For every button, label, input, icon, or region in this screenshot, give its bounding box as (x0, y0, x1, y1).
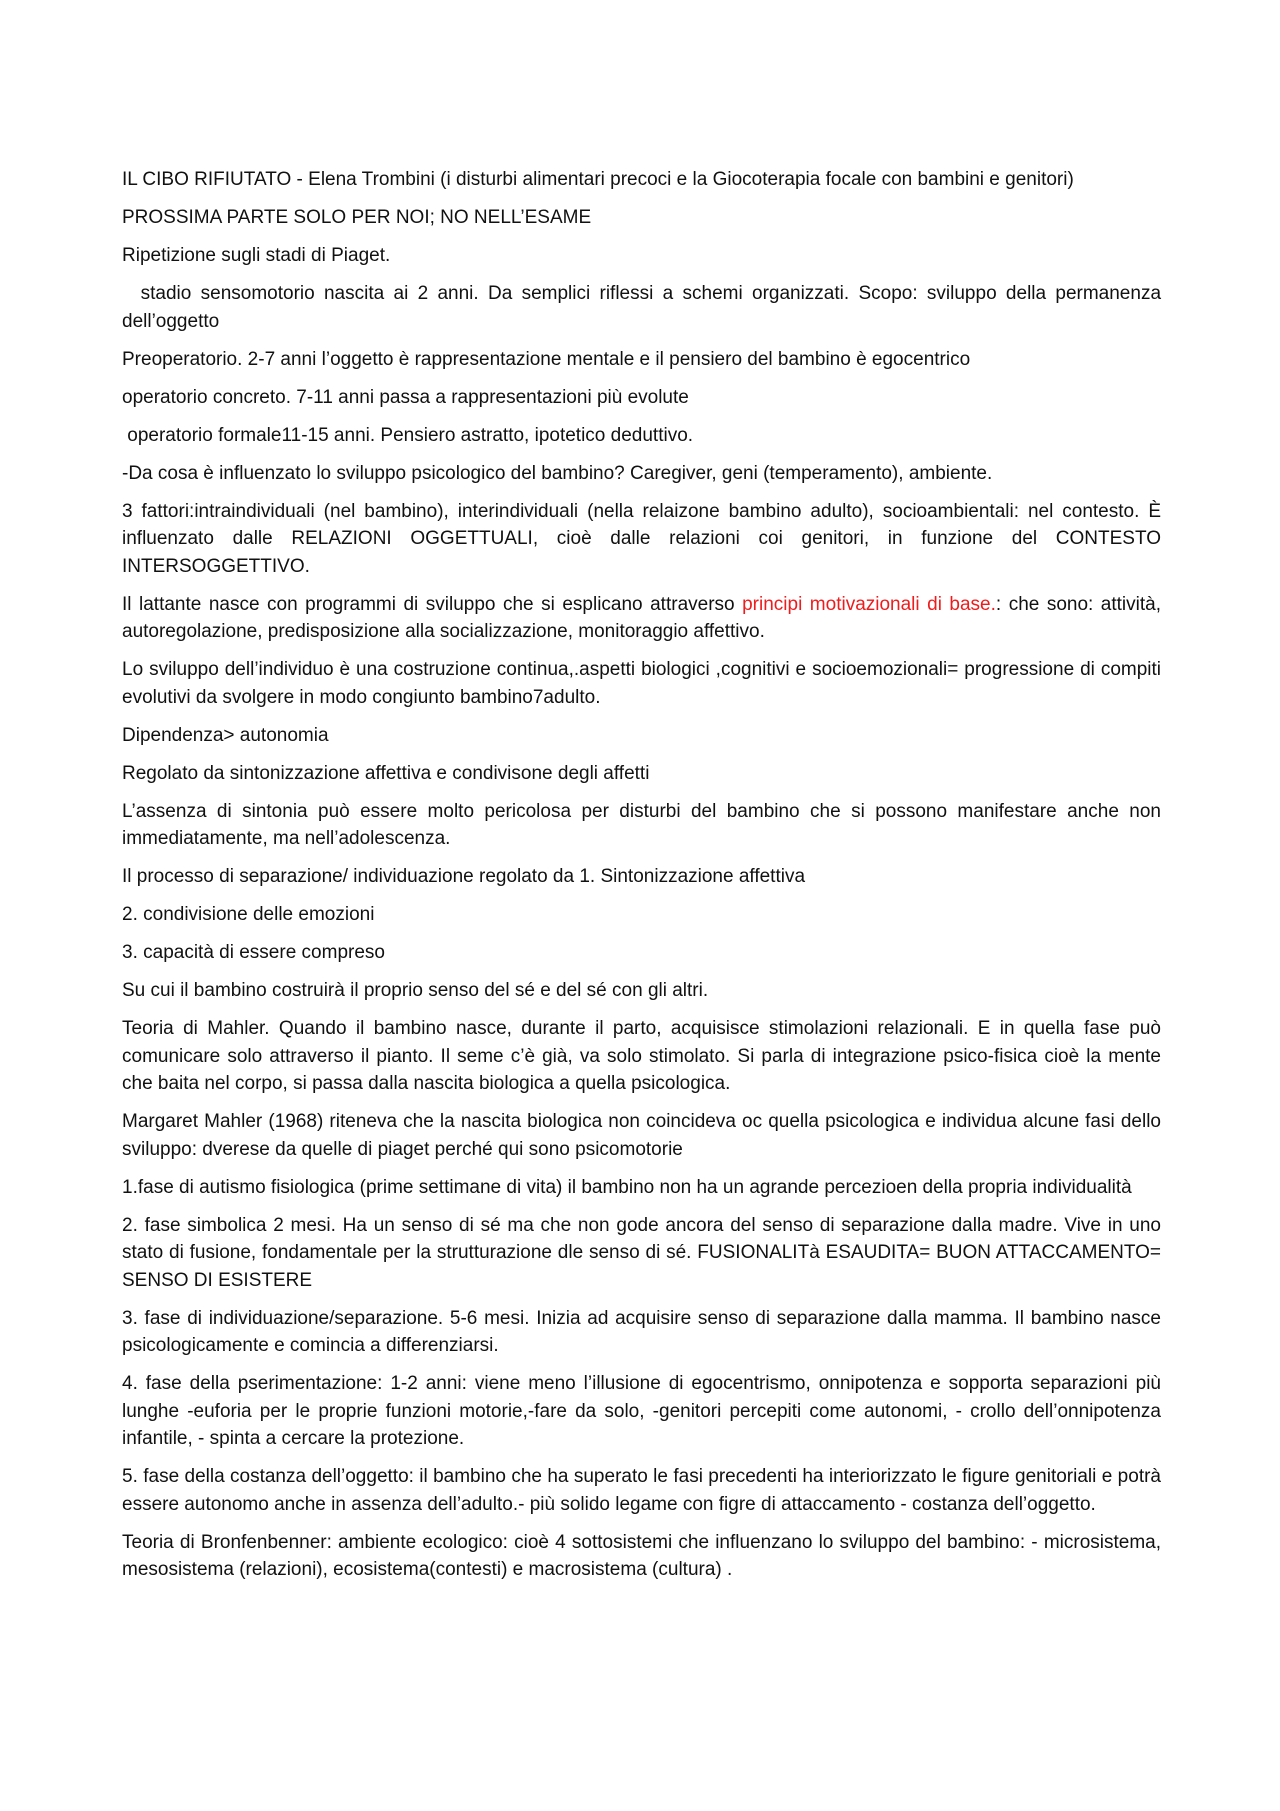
paragraph-bronfenbenner: Teoria di Bronfenbenner: ambiente ecologico: cioè 4 sottosistemi che influenzano lo sviluppo del bambino: - microsistema, mesosistema (relazioni), ecosistema(contesti) e macrosistema (cultura) . (122, 1531, 1161, 1580)
document-note: PROSSIMA PARTE SOLO PER NOI; NO NELL’ESAME (122, 207, 592, 228)
list-item-capacita: 3. capacità di essere compreso (122, 942, 385, 963)
list-item-fase-3: 3. fase di individuazione/separazione. 5-6 mesi. Inizia ad acquisire senso di separazione dalla mamma. Il bambino nasce psicologicamente e comincia a differenziarsi. (122, 1307, 1161, 1356)
document-page (122, 166, 1167, 1594)
list-item-condivisione: 2. condivisione delle emozioni (122, 904, 375, 925)
paragraph-lattante (122, 591, 1161, 646)
paragraph-margaret-mahler: Margaret Mahler (1968) riteneva che la nascita biologica non coincideva oc quella psicologica e individua alcune fasi dello sviluppo: dverese da quelle di piaget perché qui sono psicomotorie (122, 1111, 1161, 1160)
paragraph-tre-fattori: 3 fattori:intraindividuali (nel bambino), interindividuali (nella relaizone bambino adulto), socioambientali: nel contesto. È influenzato dalle RELAZIONI OGGETTUALI, cioè dalle relazioni coi genitori, in funzione del CONTESTO INTERSOGGETTIVO. (122, 500, 1161, 577)
paragraph-piaget-intro: Ripetizione sugli stadi di Piaget. (122, 245, 391, 266)
paragraph-sensomotorio: stadio sensomotorio nascita ai 2 anni. Da semplici riflessi a schemi organizzati. Scopo: sviluppo della permanenza dell’oggetto (122, 283, 1167, 332)
paragraph-influenze: -Da cosa è influenzato lo sviluppo psicologico del bambino? Caregiver, geni (temperamento), ambiente. (122, 462, 993, 484)
paragraph-operatorio-formale: operatorio formale11-15 anni. Pensiero astratto, ipotetico deduttivo. (122, 424, 694, 446)
lattante-text-start: Il lattante nasce con programmi di sviluppo che si esplicano attraverso (122, 593, 743, 615)
paragraph-regolato: Regolato da sintonizzazione affettiva e condivisone degli affetti (122, 762, 650, 784)
paragraph-assenza-sintonia: L’assenza di sintonia può essere molto pericolosa per disturbi del bambino che si possono manifestare anche non immediatamente, ma nell’adolescenza. (122, 800, 1161, 849)
list-item-fase-5: 5. fase della costanza dell’oggetto: il bambino che ha superato le fasi precedenti ha interiorizzato le figure genitoriali e potrà essere autonomo anche in assenza dell’adulto.- più solido legame con figre di attaccamento - costanza dell’oggetto. (122, 1466, 1161, 1515)
highlighted-phrase: principi motivazionali di base. (742, 593, 996, 615)
paragraph-sviluppo-individuo: Lo sviluppo dell’individuo è una costruzione continua,.aspetti biologici ,cognitivi e socioemozionali= progressione di compiti evolutivi da svolgere in modo congiunto bambino7adulto. (122, 659, 1161, 708)
list-item-fase-1: 1.fase di autismo fisiologica (prime settimane di vita) il bambino non ha un agrande percezioen della propria individualità (122, 1176, 1132, 1198)
paragraph-preoperatorio: Preoperatorio. 2-7 anni l’oggetto è rappresentazione mentale e il pensiero del bambino è egocentrico (122, 348, 971, 370)
document-title: IL CIBO RIFIUTATO - Elena Trombini (i disturbi alimentari precoci e la Giocoterapia focale con bambini e genitori) (122, 169, 1074, 190)
paragraph-operatorio-concreto: operatorio concreto. 7-11 anni passa a rappresentazioni più evolute (122, 386, 689, 408)
paragraph-separazione: Il processo di separazione/ individuazione regolato da 1. Sintonizzazione affettiva (122, 866, 806, 887)
paragraph-senso-se: Su cui il bambino costruirà il proprio senso del sé e del sé con gli altri. (122, 980, 709, 1001)
list-item-fase-2: 2. fase simbolica 2 mesi. Ha un senso di sé ma che non gode ancora del senso di separazione dalla madre. Vive in uno stato di fusione, fondamentale per la strutturazione dle senso di sé. FUSIONALITà ESAUDITA= BUON ATTACCAMENTO= SENSO DI ESISTERE (122, 1214, 1161, 1291)
lattante-text-end: : che sono: attività, autoregolazione, predisposizione alla socializzazione, monitoraggio affettivo. (122, 593, 1161, 642)
list-item-fase-4: 4. fase della pserimentazione: 1-2 anni: viene meno l’illusione di egocentrismo, onnipotenza e sopporta separazioni più lunghe -euforia per le proprie funzioni motorie,-fare da solo, -genitori percepiti come autonomi, - crollo dell’onnipotenza infantile, - spinta a cercare la protezione. (122, 1373, 1161, 1449)
paragraph-teoria-mahler: Teoria di Mahler. Quando il bambino nasce, durante il parto, acquisisce stimolazioni relazionali. E in quella fase può comunicare solo attraverso il pianto. Il seme c’è già, va solo stimolato. Si parla di integrazione psico-fisica cioè la mente che baita nel corpo, si passa dalla nascita biologica a quella psicologica. (122, 1018, 1161, 1094)
paragraph-dipendenza: Dipendenza> autonomia (122, 724, 329, 746)
